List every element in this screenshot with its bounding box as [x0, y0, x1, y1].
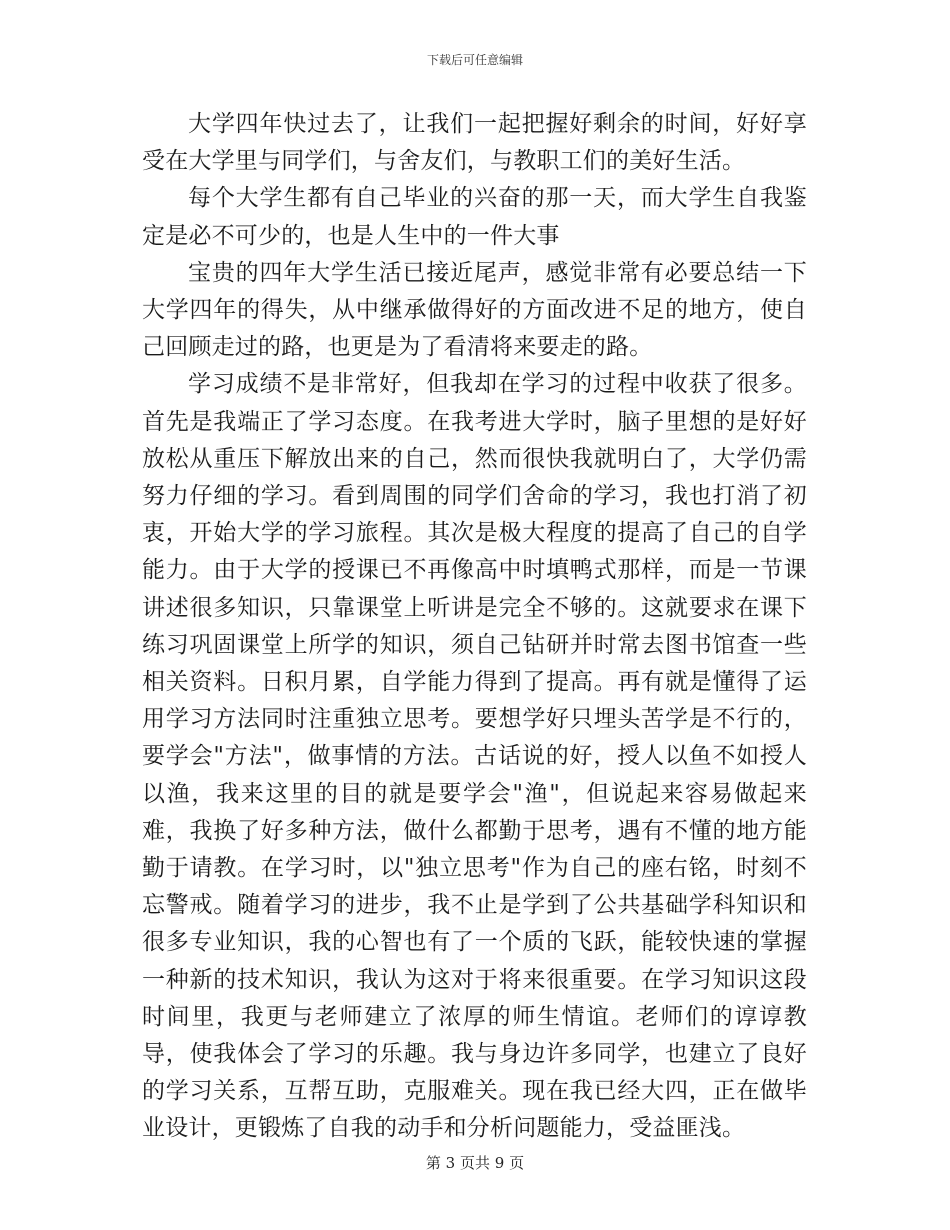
- paragraph-1: 大学四年快过去了，让我们一起把握好剩余的时间，好好享受在大学里与同学们，与舍友们，与教职工们的美好生活。: [142, 111, 807, 175]
- page-number-footer: 第 3 页共 9 页: [425, 1154, 525, 1172]
- paragraph-3: 宝贵的四年大学生活已接近尾声，感觉非常有必要总结一下大学四年的得失，从中继承做得好的方面改进不足的地方，使自己回顾走过的路，也更是为了看清将来要走的路。: [142, 259, 807, 361]
- paragraph-4: 学习成绩不是非常好，但我却在学习的过程中收获了很多。首先是我端正了学习态度。在我考进大学时，脑子里想的是好好放松从重压下解放出来的自己，然而很快我就明白了，大学仍需努力仔细的学习。看到周围的同学们舍命的学习，我也打消了初衷，开始大学的学习旅程。其次是极大程度的提高了自己的自学能力。由于大学的授课已不再像高中时填鸭式那样，而是一节课讲述很多知识，只靠课堂上听讲是完全不够的。这就要求在课下练习巩固课堂上所学的知识，须自己钻研并时常去图书馆查一些相关资料。日积月累，自学能力得到了提高。再有就是懂得了运用学习方法同时注重独立思考。要想学好只埋头苦学是不行的，要学会"方法"，做事情的方法。古话说的好，授人以鱼不如授人以渔，我来这里的目的就是要学会"渔"，但说起来容易做起来难，我换了好多种方法，做什么都勤于思考，遇有不懂的地方能勤于请教。在学习时，以"独立思考"作为自己的座右铭，时刻不忘警戒。随着学习的进步，我不止是学到了公共基础学科知识和很多专业知识，我的心智也有了一个质的飞跃，能较快速的掌握一种新的技术知识，我认为这对于将来很重要。在学习知识这段时间里，我更与老师建立了浓厚的师生情谊。老师们的谆谆教导，使我体会了学习的乐趣。我与身边许多同学，也建立了良好的学习关系，互帮互助，克服难关。现在我已经大四，正在做毕业设计，更锻炼了自我的动手和分析问题能力，受益匪浅。: [142, 371, 807, 1142]
- page-header: 下载后可任意编辑: [426, 53, 523, 67]
- paragraph-2: 每个大学生都有自己毕业的兴奋的那一天，而大学生自我鉴定是必不可少的，也是人生中的一件大事: [142, 185, 807, 249]
- document-body: [142, 106, 807, 1148]
